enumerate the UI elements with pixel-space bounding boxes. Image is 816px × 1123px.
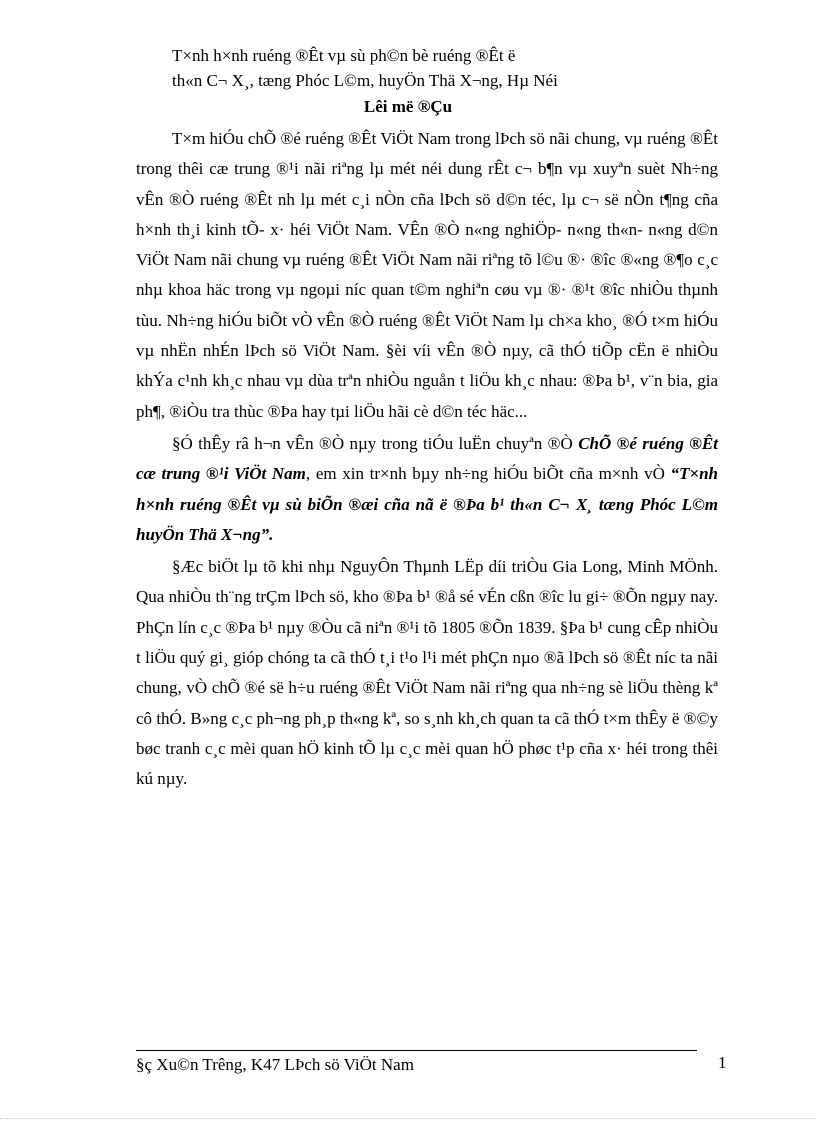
paragraph-1: T×m hiÓu chÕ ®é ruéng ®Êt ViÖt Nam trong lÞch sö nãi chung, vµ ruéng ®Êt trong thêi cæ trung ®¹i nãi riªng lµ mét néi dung rÊt c¬ b¶n vµ xuyªn suèt Nh÷ng vÊn ®Ò ruéng ®Êt nh lµ mét c¸i nÒn cña lÞch sö d©n téc, lµ c¬ së nÒn t¶ng cña h×nh th¸i kinh tÕ- x· héi ViÖt Nam. VÊn ®Ò n«ng nghiÖp- n«ng th«n- n«ng d©n ViÖt Nam nãi chung vµ ruéng ®Êt ViÖt Nam nãi riªng tõ l©u ®· ®îc ®«ng ®¶o c¸c nhµ khoa häc trong vµ ngoµi níc quan t©m nghiªn cøu vµ ®· ®¹t ®îc nhiÒu thµnh tùu. Nh÷ng hiÓu biÕt vÒ vÊn ®Ò ruéng ®Êt ViÖt Nam lµ ch×a kho¸ ®Ó t×m hiÓu vµ nhËn nhÉn lÞch sö ViÖt Nam. §èi víi vÊn ®Ò nµy, cã thÓ tiÕp cËn ë nhiÒu khÝa c¹nh kh¸c nhau vµ dùa trªn nhiÒu nguån t liÖu kh¸c nhau: ®Þa b¹, v¨n bia, gia ph¶, ®iÒu tra thùc ®Þa hay tµi liÖu hãi cè d©n téc häc... — [136, 129, 718, 421]
page-number: 1 — [718, 1053, 727, 1072]
section-title: Lêi më ®Çu — [363, 97, 453, 116]
essay-topic: “T×nh h×nh ruéng ®Êt vµ sù biÕn ®æi cña nã ë ®Þa b¹ th«n C¬ X¸ tæng Phóc L©m huyÖn Thä X¬ng”. — [136, 464, 718, 544]
footer-author: §ç Xu©n Trêng, K47 LÞch sö ViÖt Nam — [136, 1055, 414, 1074]
course-name: ChÕ ®é ruéng ®Êt cæ trung ®¹i ViÖt Nam — [136, 433, 718, 484]
paragraph-2-mid: , em xin tr×nh bµy nh÷ng hiÓu biÕt cña m×nh vÒ — [305, 464, 671, 484]
paragraph-2 — [136, 429, 718, 550]
paragraph-2-intro: §Ó thÊy râ h¬n vÊn ®Ò nµy trong tiÓu luËn chuyªn ®Ò — [172, 433, 579, 453]
body-text — [136, 124, 718, 795]
paragraph-3: §Æc biÖt lµ tõ khi nhµ NguyÔn Thµnh LËp díi triÒu Gia Long, Minh MÖnh. Qua nhiÒu th¨ng trÇm lÞch sö, kho ®Þa b¹ ®å sé vÉn cßn ®îc lu gi÷ ®Õn ngµy nay. PhÇn lín c¸c ®Þa b¹ nµy ®Òu cã niªn ®¹i tõ 1805 ®Õn 1839. §Þa b¹ cung cÊp nhiÒu t liÖu quý gi¸ gióp chóng ta cã thÓ t¸i t¹o l¹i mét phÇn nµo ®ã lÞch sö ®Êt níc ta nãi chung, vÒ chÕ ®é së h÷u ruéng ®Êt ViÖt Nam nãi riªng qua nh÷ng sè liÖu thèng kª cô thÓ. B»ng c¸c ph¬ng ph¸p th«ng kª, so s¸nh kh¸ch quan ta cã thÓ t×m thÊy ë ®©y bøc tranh c¸c mèi quan hÖ kinh tÕ lµ c¸c mèi quan hÖ phøc t¹p cña x· héi trong thêi kú nµy. — [136, 557, 718, 789]
footer-divider — [136, 1050, 697, 1051]
header-line-2: th«n C¬ X¸, tæng Phóc L©m, huyÖn Thä X¬ng, Hµ Néi — [172, 71, 558, 90]
header-line-1: T×nh h×nh ruéng ®Êt vµ sù ph©n bè ruéng ®Êt ë — [172, 46, 516, 65]
page-bottom-edge — [0, 1118, 816, 1119]
